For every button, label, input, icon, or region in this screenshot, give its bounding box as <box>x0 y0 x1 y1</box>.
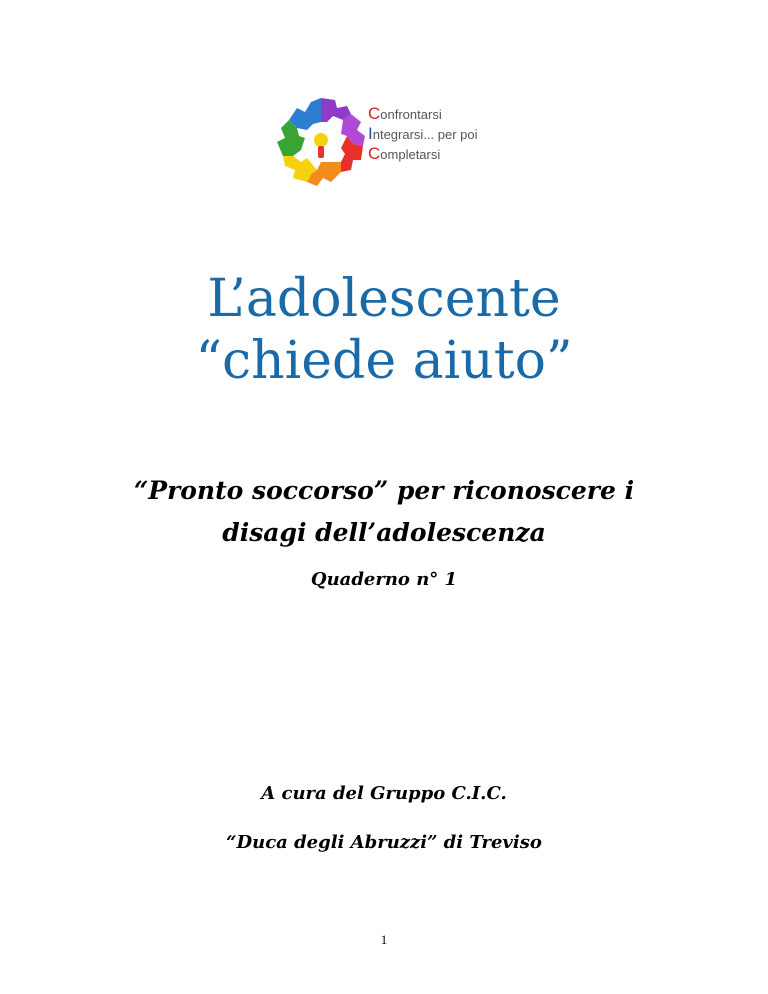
document-subtitle <box>0 470 768 554</box>
puzzle-gear-logo-icon <box>276 96 366 188</box>
title-line-1: L’adolescente <box>207 269 561 329</box>
credits-line-2: “Duca degli Abruzzi” di Treviso <box>226 832 542 853</box>
logo-line-confrontarsi <box>368 104 478 124</box>
document-title <box>0 268 768 392</box>
logo-line-text: onfrontarsi <box>380 107 442 122</box>
title-line-2: “chiede aiuto” <box>195 331 573 391</box>
issue-number: Quaderno n° 1 <box>310 569 458 590</box>
subtitle-line-1: “Pronto soccorso” per riconoscere i <box>133 476 635 505</box>
cic-logo <box>276 96 516 188</box>
credits-line-1: A cura del Gruppo C.I.C. <box>261 783 507 804</box>
subtitle-line-2: disagi dell’adolescenza <box>222 518 546 547</box>
logo-wordmark <box>368 104 478 164</box>
logo-line-text: ompletarsi <box>380 147 441 162</box>
logo-initial-c: C <box>368 104 381 123</box>
logo-line-text: ntegrarsi... per poi <box>372 127 478 142</box>
logo-line-integrarsi <box>368 124 478 144</box>
logo-line-completarsi <box>368 144 478 164</box>
page-number: 1 <box>380 932 388 947</box>
logo-initial-c: C <box>368 144 381 163</box>
logo-initial-i: I <box>368 124 373 143</box>
